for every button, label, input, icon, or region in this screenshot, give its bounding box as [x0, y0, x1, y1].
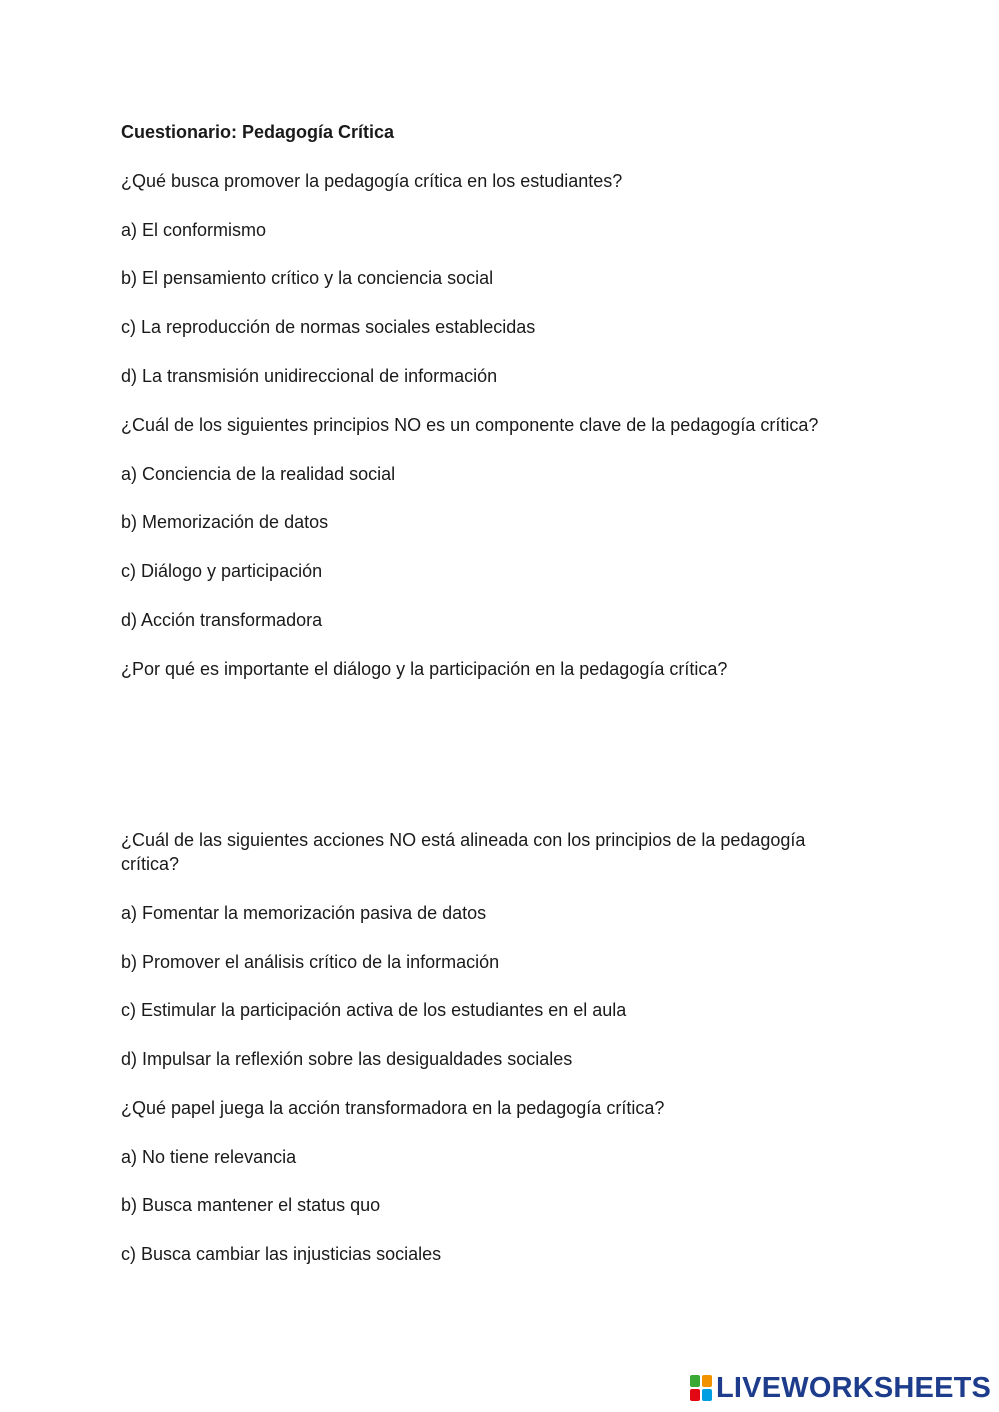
- liveworksheets-logo-text: LIVEWORKSHEETS: [716, 1372, 992, 1404]
- question-1: ¿Qué busca promover la pedagogía crítica en los estudiantes?: [121, 171, 623, 191]
- liveworksheets-logo-icon: [690, 1375, 712, 1401]
- question-3: ¿Por qué es importante el diálogo y la participación en la pedagogía crítica?: [121, 659, 728, 679]
- question-2-option-b: b) Memorización de datos: [121, 512, 329, 532]
- question-4-option-c: c) Estimular la participación activa de los estudiantes en el aula: [121, 1000, 627, 1020]
- question-4-option-a: a) Fomentar la memorización pasiva de datos: [121, 903, 487, 923]
- liveworksheets-logo: [690, 1372, 991, 1404]
- question-4: ¿Cuál de las siguientes acciones NO está alineada con los principios de la pedagogía crítica?: [121, 830, 806, 874]
- question-2-option-d: d) Acción transformadora: [121, 610, 323, 630]
- document-title: Cuestionario: Pedagogía Crítica: [121, 122, 395, 142]
- question-2: ¿Cuál de los siguientes principios NO es un componente clave de la pedagogía crítica?: [121, 415, 819, 435]
- question-1-option-a: a) El conformismo: [121, 220, 267, 240]
- question-1-option-d: d) La transmisión unidireccional de información: [121, 366, 498, 386]
- question-4-option-d: d) Impulsar la reflexión sobre las desigualdades sociales: [121, 1049, 573, 1069]
- question-5: ¿Qué papel juega la acción transformadora en la pedagogía crítica?: [121, 1098, 665, 1118]
- question-5-option-a: a) No tiene relevancia: [121, 1147, 297, 1167]
- question-2-option-c: c) Diálogo y participación: [121, 561, 323, 581]
- question-4-option-b: b) Promover el análisis crítico de la información: [121, 952, 500, 972]
- question-1-option-b: b) El pensamiento crítico y la conciencia social: [121, 268, 494, 288]
- question-5-option-c: c) Busca cambiar las injusticias sociales: [121, 1244, 442, 1264]
- question-2-option-a: a) Conciencia de la realidad social: [121, 464, 396, 484]
- question-5-option-b: b) Busca mantener el status quo: [121, 1195, 381, 1215]
- question-1-option-c: c) La reproducción de normas sociales establecidas: [121, 317, 536, 337]
